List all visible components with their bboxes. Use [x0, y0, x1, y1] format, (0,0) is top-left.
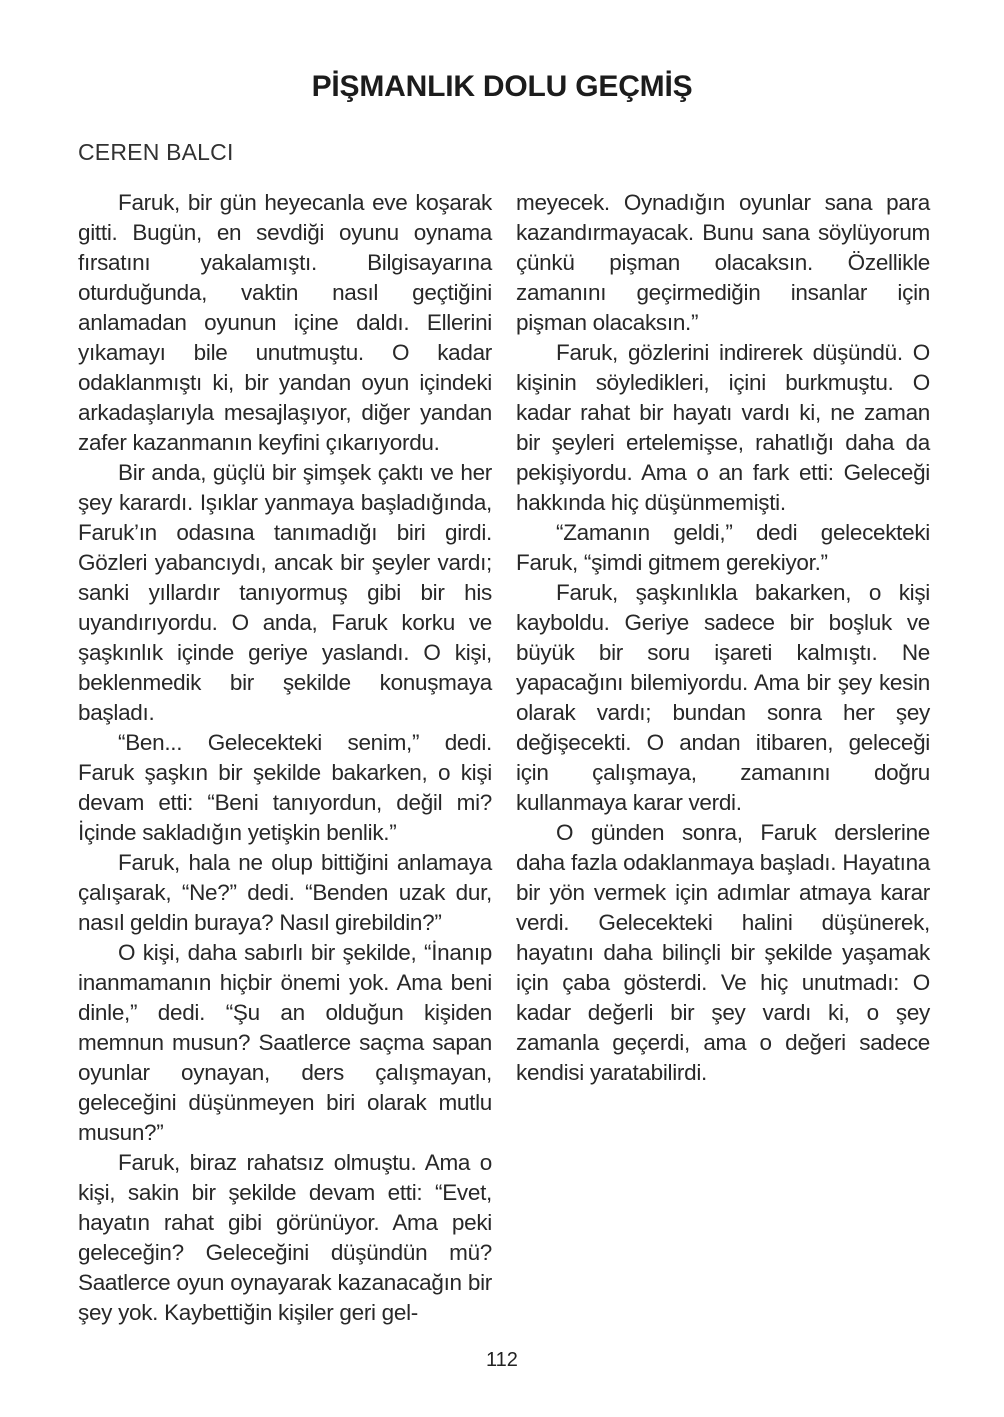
article-column-right — [516, 188, 930, 1328]
article-column-left — [78, 188, 492, 1328]
paragraph-continuation: meyecek. Oynadığın oyunlar sana para kazandırmayacak. Bunu sana söylüyorum çünkü pişman olacaksın. Özellikle zamanını geçirmediğin insanlar için pişman olacaksın.” — [516, 190, 930, 335]
paragraph: O kişi, daha sabırlı bir şekilde, “İnanıp inanmamanın hiçbir önemi yok. Ama beni dinle,” dedi. “Şu an olduğun kişiden memnun musun? Saatlerce saçma sapan oyunlar oynayan, ders çalışmayan, geleceğini düşünmeyen biri olarak mutlu musun?” — [78, 940, 492, 1145]
paragraph: Faruk, bir gün heyecanla eve koşarak gitti. Bugün, en sevdiği oyunu oynama fırsatını yakalamıştı. Bilgisayarına oturduğunda, vaktin nasıl geçtiğini anlamadan oyunun içine daldı. Ellerini yıkamayı bile unutmuştu. O kadar odaklanmıştı ki, bir yandan oyun içindeki arkadaşlarıyla mesajlaşıyor, diğer yandan zafer kazanmanın keyfini çıkarıyordu. — [78, 190, 492, 455]
author-name: CEREN BALCI — [78, 139, 234, 165]
page-number: 112 — [486, 1349, 518, 1371]
paragraph: “Ben... Gelecekteki senim,” dedi. Faruk şaşkın bir şekilde bakarken, o kişi devam etti: “Beni tanıyordun, değil mi? İçinde sakladığın yetişkin benlik.” — [78, 730, 492, 845]
paragraph: O günden sonra, Faruk derslerine daha fazla odaklanmaya başladı. Hayatına bir yön vermek için adımlar atmaya karar verdi. Gelecekteki halini düşünerek, hayatını daha bilinçli bir şekilde yaşamak için çaba gösterdi. Ve hiç unutmadı: O kadar değerli bir şey vardı ki, o şey zamanla geçerdi, ama o değeri sadece kendisi yaratabilirdi. — [516, 820, 930, 1085]
paragraph: Faruk, şaşkınlıkla bakarken, o kişi kayboldu. Geriye sadece bir boşluk ve büyük bir soru işareti kalmıştı. Ne yapacağını bilemiyordu. Ama bir şey kesin olarak vardı; bundan sonra her şey değişecekti. O andan itibaren, geleceği için çalışmaya, zamanını doğru kullanmaya karar verdi. — [516, 580, 930, 815]
paragraph: Faruk, hala ne olup bittiğini anlamaya çalışarak, “Ne?” dedi. “Benden uzak dur, nasıl geldin buraya? Nasıl girebildin?” — [78, 850, 492, 935]
paragraph: Faruk, biraz rahatsız olmuştu. Ama o kişi, sakin bir şekilde devam etti: “Evet, hayatın rahat gibi görünüyor. Ama peki geleceğin? Geleceğini düşündün mü? Saatlerce oyun oynayarak kazanacağın bir şey yok. Kaybettiğin kişiler geri gel- — [78, 1150, 492, 1325]
article-body — [78, 188, 930, 1328]
paragraph: “Zamanın geldi,” dedi gelecekteki Faruk, “şimdi gitmem gerekiyor.” — [516, 520, 930, 575]
paragraph: Bir anda, güçlü bir şimşek çaktı ve her şey karardı. Işıklar yanmaya başladığında, Faruk’ın odasına tanımadığı biri girdi. Gözleri yabancıydı, ancak bir şeyler vardı; sanki yıllardır tanıyormuş gibi bir his uyandırıyordu. O anda, Faruk korku ve şaşkınlık içinde geriye yaslandı. O kişi, beklenmedik bir şekilde konuşmaya başladı. — [78, 460, 492, 725]
page-title: PİŞMANLIK DOLU GEÇMİŞ — [311, 70, 693, 103]
paragraph: Faruk, gözlerini indirerek düşündü. O kişinin söyledikleri, içini burkmuştu. O kadar rahat bir hayatı vardı ki, ne zaman bir şeyleri ertelemişse, rahatlığı daha da pekişiyordu. Ama o an fark etti: Geleceği hakkında hiç düşünmemişti. — [516, 340, 930, 515]
